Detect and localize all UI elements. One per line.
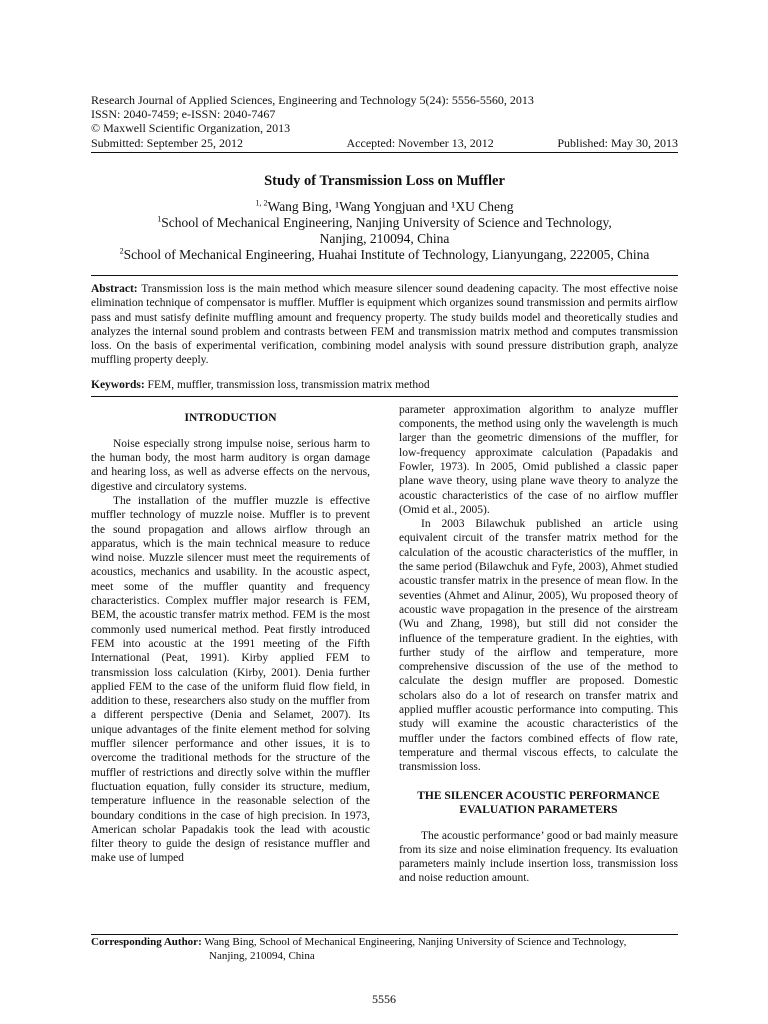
author-block — [91, 199, 678, 263]
keywords-label: Keywords: — [91, 378, 145, 391]
corresponding-author — [91, 936, 678, 963]
published-date: Published: May 30, 2013 — [557, 136, 678, 150]
corr-text: Wang Bing, School of Mechanical Engineering, Nanjing University of Science and Technology, — [204, 936, 627, 948]
corr-label: Corresponding Author: — [91, 936, 202, 948]
author-names: Wang Bing, ¹Wang Yongjuan and ¹XU Cheng — [267, 199, 514, 214]
affiliation-2: $^2$School of Mechanical Engineering, Huahai Institute of Technology, Lianyungang, 222005, China — [119, 246, 650, 262]
submitted-date: Submitted: September 25, 2012 — [91, 136, 243, 150]
paper-page — [91, 93, 678, 886]
keywords — [91, 378, 678, 397]
footer-divider — [91, 934, 678, 935]
keywords-text: FEM, muffler, transmission loss, transmission matrix method — [147, 378, 430, 391]
affiliation-1: $^1$School of Mechanical Engineering, Nanjing University of Science and Technology, — [157, 214, 612, 230]
corr-text-cont: Nanjing, 210094, China — [209, 949, 315, 962]
paragraph: The installation of the muffler muzzle is effective muffler technology of muzzle noise. Muffler is to prevent the sound propagation and allows airflow through an apparatus, which is the main technical measure to reduce wind noise. Muzzle silencer must meet the requirements of acoustics, mechanics and usability. In the acoustic aspect, meet some of the muffler quantity and frequency characteristics. Complex muffler major research is FEM, BEM, the acoustic transfer matrix method. FEM is the most commonly used numerical method. Peat firstly introduced FEM into acoustic at the 1991 meeting of the Fifth International (Peat, 1991). Kirby applied FEM to transmission loss calculation (Kirby, 2001). Denia further applied FEM to the case of the uniform fluid flow field, in addition to these, researchers also study on the muffler from a different perspective (Denia and Selamet, 2007). Its unique advantages of the finite element method for solving muffler silencer performance and other issues, it is to overcome the traditional methods for the structure of the muffler of restrictions and directly solve within the muffler fluctuation equation, fully consider its structure, medium, temperature influence in the reasonable selection of the boundary conditions in the case of high precision. In 1973, American scholar Papadakis took the lead with acoustic filter theory to guide the design of resistance muffler and make use of lumped — [91, 494, 370, 865]
abstract — [91, 282, 678, 368]
copyright-line: © Maxwell Scientific Organization, 2013 — [91, 121, 291, 135]
body-columns — [91, 403, 678, 886]
abstract-label: Abstract: — [91, 283, 138, 295]
divider — [91, 275, 678, 276]
page-number: 5556 — [372, 992, 396, 1006]
accepted-date: Accepted: November 13, 2012 — [346, 136, 494, 150]
author-line — [91, 199, 678, 215]
dates-row — [91, 136, 678, 153]
intro-heading: INTRODUCTION — [184, 411, 277, 424]
issn-line: ISSN: 2040-7459; e-ISSN: 2040-7467 — [91, 107, 276, 121]
paragraph: The acoustic performance’ good or bad mainly measure from its size and noise elimination frequency. Its evaluation parameters mainly include insertion loss, transmission loss and noise reduction amount. — [399, 829, 678, 885]
paper-title: Study of Transmission Loss on Muffler — [264, 173, 505, 189]
abstract-text: Transmission loss is the main method which measure silencer sound deadening capacity. The most effective noise elimination technique of compensator is muffler. Muffler is equipment which organizes sound transmission and permits airflow pass and must satisfy definite muffling amount and frequency property. The study builds model and theoretically studies and analyzes the internal sound problem and contrasts between FEM and transmission matrix method and computes transmission loss. On the basis of experimental verification, combining model analysis with sound pressure distribution graph, analyze muffling property deeply. — [91, 283, 678, 367]
section-heading: THE SILENCER ACOUSTIC PERFORMANCE EVALUATION PARAMETERS — [417, 789, 660, 816]
journal-header — [91, 93, 678, 153]
author-superscript: 1, 2 — [255, 198, 268, 208]
affiliation-1-city: Nanjing, 210094, China — [319, 231, 450, 246]
paragraph: In 2003 Bilawchuk published an article using equivalent circuit of the transfer matrix method for the calculation of the acoustic characteristics of the muffler, in the same period (Bilawchuk and Fyfe, 2003), Ahmet studied acoustic transfer matrix in the presence of mean flow. In the seventies (Ahmet and Alinur, 2005), Wu proposed theory of acoustic wave propagation in the presence of the airstream (Wu and Zhang, 1998), but still did not consider the influence of the temperature gradient. In the eighties, with further study of the airflow and temperature, more comprehensive discussion of the use of the method to calculate the design muffler are proposed. Domestic scholars also do a lot of research on transfer matrix and applied muffler acoustic performance into computing. This study will examine the acoustic characteristics of the muffler under the factors combined effects of flow rate, temperature and thermal viscous effects, to calculate the transmission loss. — [399, 518, 678, 774]
journal-citation: Research Journal of Applied Sciences, Engineering and Technology 5(24): 5556-5560, 2013 — [91, 93, 534, 107]
left-column — [91, 403, 370, 886]
right-column — [399, 403, 678, 886]
paragraph: Noise especially strong impulse noise, serious harm to the human body, the most harm auditory is organ damage and hearing loss, as well as adverse effects on the nervous, digestive and circulatory systems. — [91, 437, 370, 493]
paragraph: parameter approximation algorithm to analyze muffler components, the method using only the wavelength is much larger than the geometric dimensions of the muffler, for low-frequency approximate calculation (Papadakis and Fowler, 1973). In 2005, Omid published a classic paper plane wave theory, using plane wave theory to analyze the acoustic characteristics of the case of no airflow muffler (Omid et al., 2005). — [399, 403, 678, 516]
